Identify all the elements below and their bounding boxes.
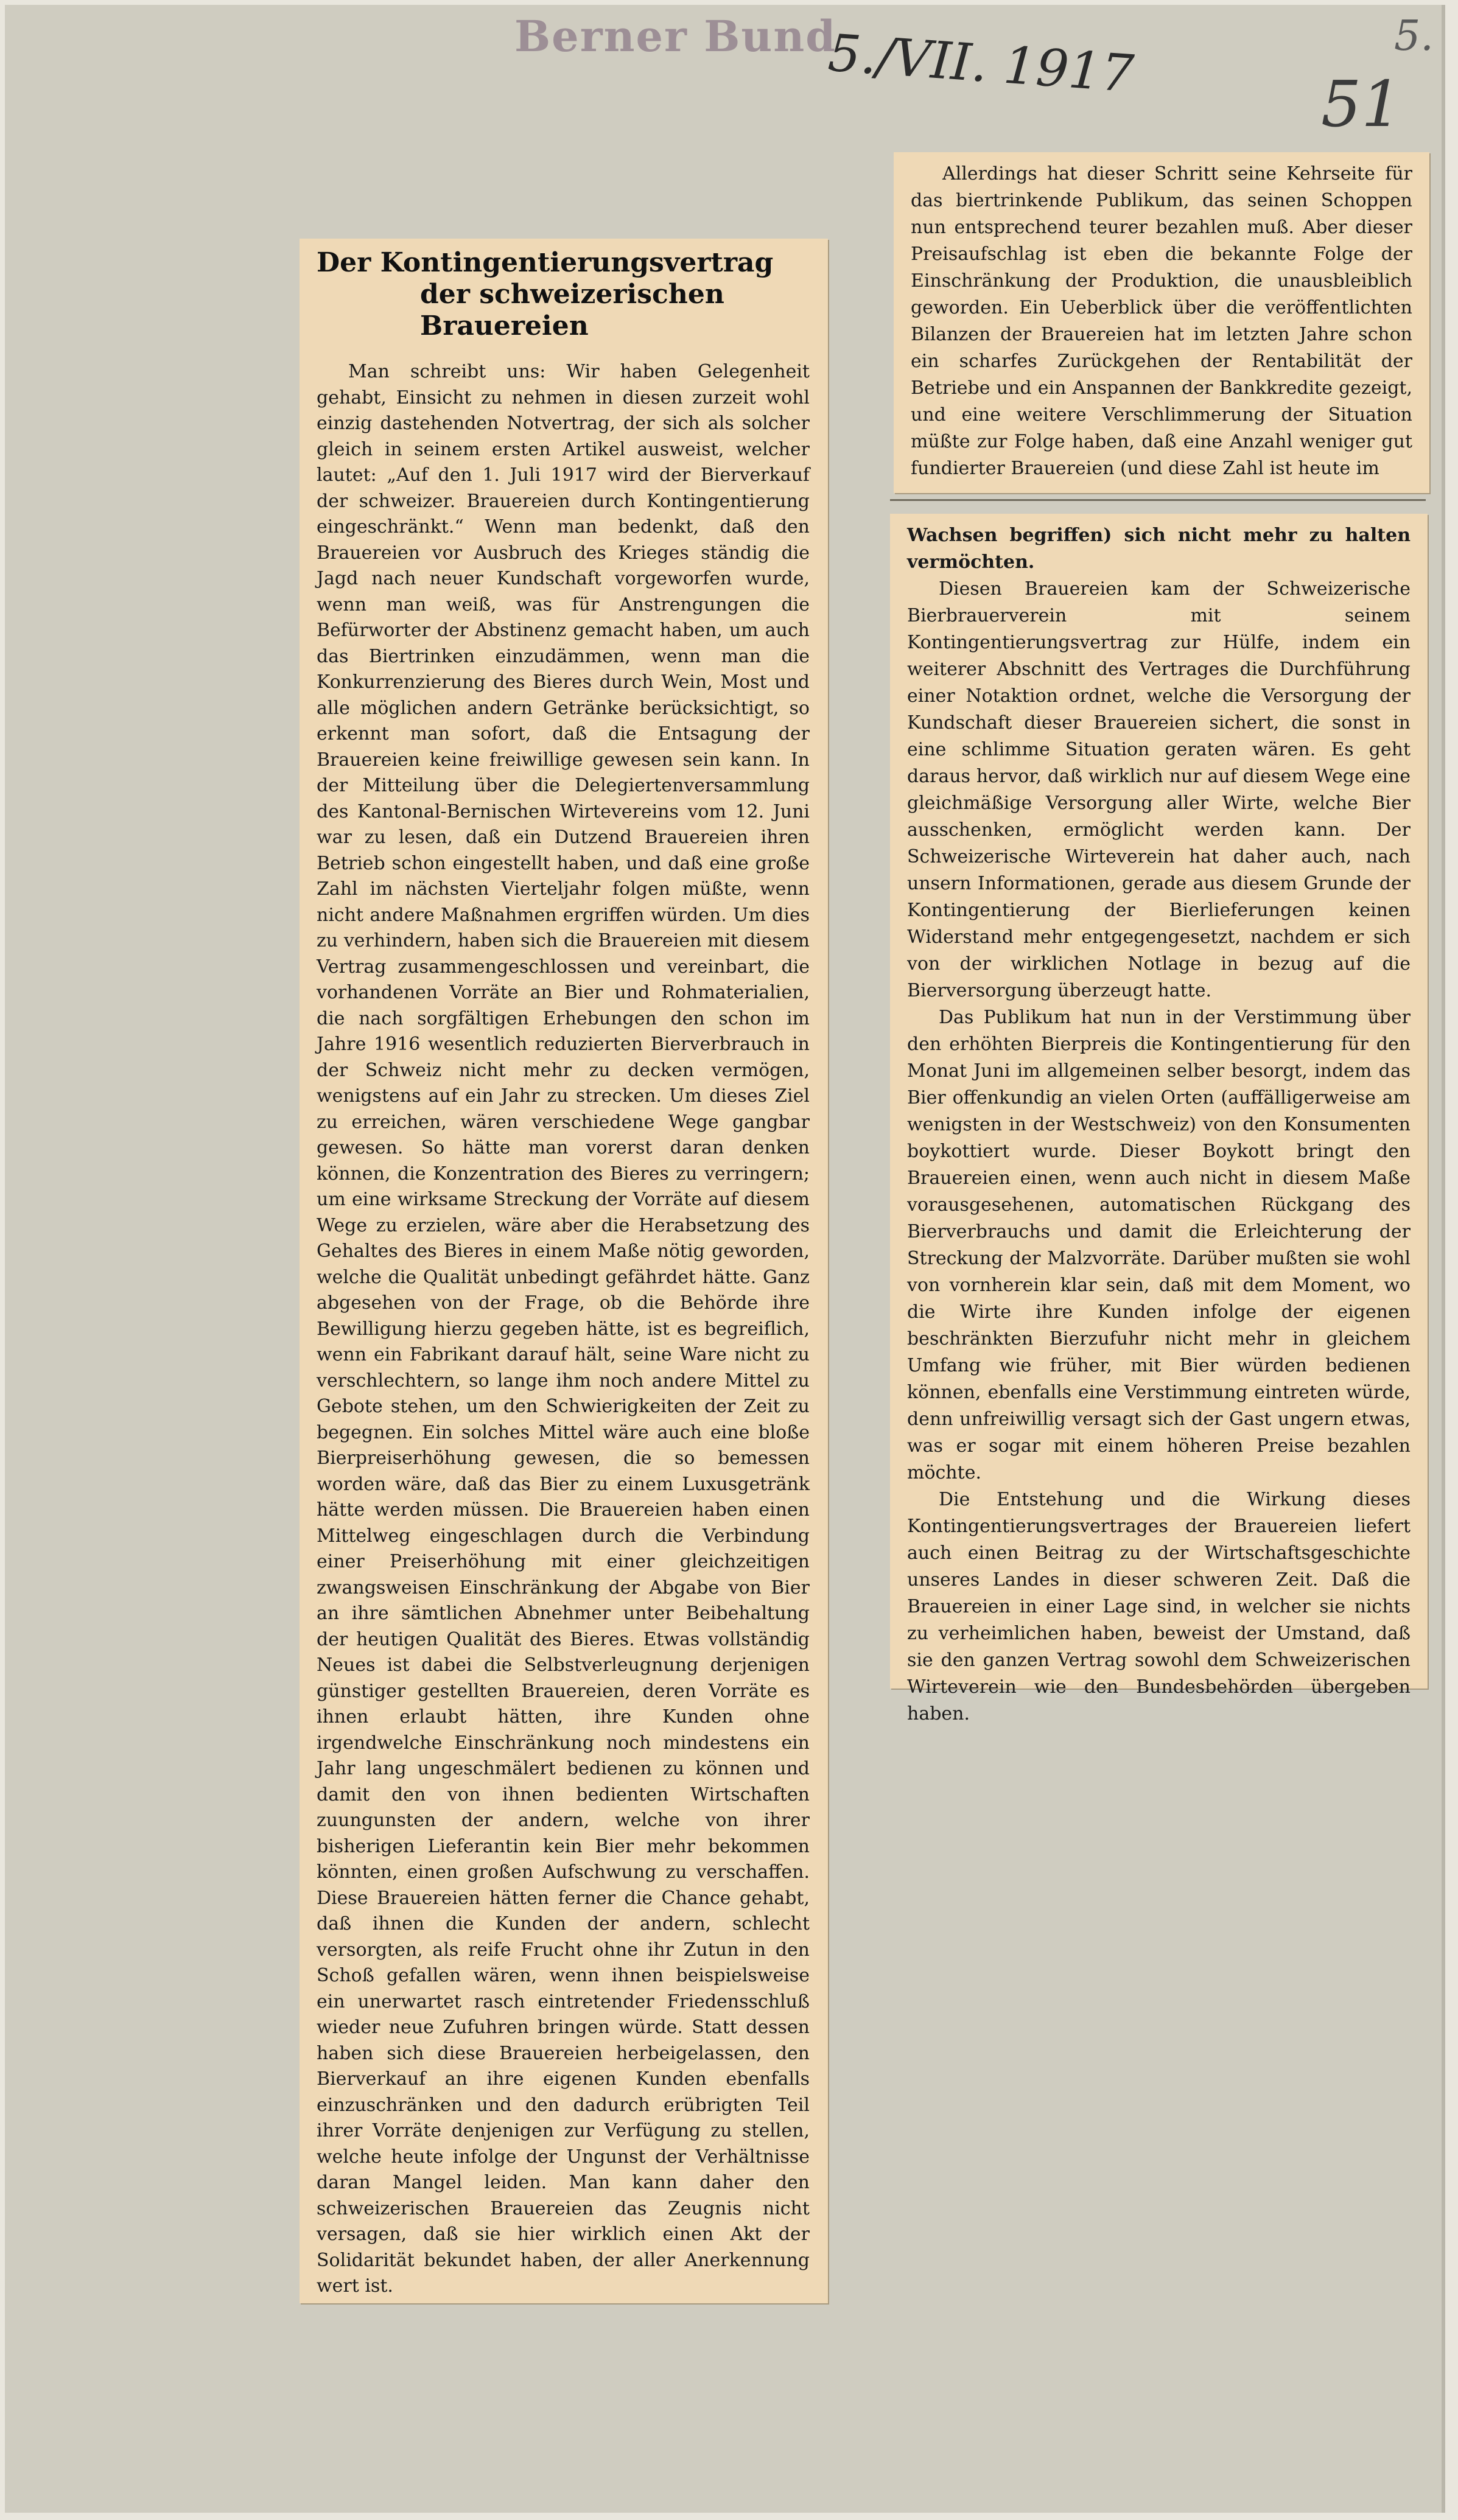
headline-line-2: der schweizerischen Brauereien [420, 279, 724, 341]
newspaper-stamp: Berner Bund [514, 11, 837, 61]
paragraph-continuation: Wachsen begriffen) sich nicht mehr zu halten vermöchten. [907, 525, 1411, 573]
paragraph: Das Publikum hat nun in der Verstimmung über den erhöhten Bierpreis die Kontingentierung für den Monat Juni im allgemeinen selber besorgt, indem das Bier offenkundig an vielen Orten (auffälligerweise am wenigsten in der Westschweiz) von den Konsumenten boykottiert wurde. Dieser Boykott bringt den Brauereien einen, wenn auch nicht in diesem Maße vorausgesehenen, automatischen Rückgang des Bierverbrauchs und damit die Erleichterung der Streckung der Malzvorräte. Darüber mußten sie wohl von vornherein klar sein, daß mit dem Moment, wo die Wirte ihre Kunden infolge der eigenen beschränkten Bierzufuhr nicht mehr in gleichem Umfang wie früher, mit Bier würden bedienen können, ebenfalls eine Verstimmung eintreten würde, denn unfreiwillig versagt sich der Gast ungern etwas, was er sogar mit einem höheren Preise bezahlen möchte. [907, 1007, 1411, 1483]
handwritten-corner-number: 5. [1394, 12, 1434, 60]
clipping-divider [890, 499, 1426, 501]
headline-line-1: Der Kontingentierungsvertrag [317, 247, 774, 278]
clipping-right-main [890, 514, 1428, 1724]
article-body-column-2 [907, 522, 1411, 1727]
paragraph: Diesen Brauereien kam der Schweizerische Bierbrauerverein mit seinem Kontingentierungsvertrag zur Hülfe, indem ein weiterer Abschnitt des Vertrages die Durchführung einer Notaktion ordnet, welche die Versorgung der Kundschaft dieser Brauereien sichert, die sonst in eine schlimme Situation geraten wären. Es geht daraus hervor, daß wirklich nur auf diesem Wege eine gleichmäßige Versorgung aller Wirte, welche Bier ausschenken, ermöglicht werden kann. Der Schweizerische Wirteverein hat daher auch, nach unsern Informationen, gerade aus diesem Grunde der Kontingentierung der Bierlieferungen keinen Widerstand mehr entgegengesetzt, nachdem er sich von der wirklichen Notlage in bezug auf die Bierversorgung überzeugt hatte. [907, 578, 1411, 1001]
article-body-column-1 [317, 359, 810, 2300]
handwritten-date: 5./VII. 1917 [826, 23, 1136, 104]
clipping-right-top [894, 152, 1429, 493]
paragraph: Man schreibt uns: Wir haben Gelegenheit gehabt, Einsicht zu nehmen in diesen zurzeit wohl einzig dastehenden Notvertrag, der sich als solcher gleich in seinem ersten Artikel ausweist, welcher lautet: „Auf den 1. Juli 1917 wird der Bierverkauf der schweizer. Brauereien durch Kontingentierung eingeschränkt.“ Wenn man bedenkt, daß den Brauereien vor Ausbruch des Krieges ständig die Jagd nach neuer Kundschaft vorgeworfen wurde, wenn man weiß, was für Anstrengungen die Befürworter der Abstinenz gemacht haben, um auch das Biertrinken einzudämmen, wenn man die Konkurrenzierung des Bieres durch Wein, Most und alle möglichen andern Getränke berücksichtigt, so erkennt man sofort, daß die Entsagung der Brauereien keine freiwillige gewesen sein kann. In der Mitteilung über die Delegiertenversammlung des Kantonal-Bernischen Wirtevereins vom 12. Juni war zu lesen, daß ein Dutzend Brauereien ihren Betrieb schon eingestellt haben, und daß eine große Zahl im nächsten Vierteljahr folgen müßte, wenn nicht andere Maßnahmen ergriffen würden. Um dies zu verhindern, haben sich die Brauereien mit diesem Vertrag zusammengeschlossen und vereinbart, die vorhandenen Vorräte an Bier und Rohmaterialien, die nach sorgfältigen Erhebungen den schon im Jahre 1916 wesentlich reduzierten Bierverbrauch in der Schweiz nicht mehr zu decken vermögen, wenigstens auf ein Jahr zu strecken. Um dieses Ziel zu erreichen, wären verschiedene Wege gangbar gewesen. So hätte man vorerst daran denken können, die Konzentration des Bieres zu verringern; um eine wirksame Streckung der Vorräte auf diesem Wege zu erzielen, wäre aber die Herabsetzung des Gehaltes des Bieres in einem Maße nötig geworden, welche die Qualität unbedingt gefährdet hätte. Ganz abgesehen von der Frage, ob die Behörde ihre Bewilligung hierzu gegeben hätte, ist es begreiflich, wenn ein Fabrikant darauf hält, seine Ware nicht zu verschlechtern, so lange ihm noch andere Mittel zu Gebote stehen, um den Schwierigkeiten der Zeit zu begegnen. Ein solches Mittel wäre auch eine bloße Bierpreiserhöhung gewesen, die so bemessen worden wäre, daß das Bier zu einem Luxusgetränk hätte werden müssen. Die Brauereien haben einen Mittelweg eingeschlagen durch die Verbindung einer Preiserhöhung mit einer gleichzeitigen zwangsweisen Einschränkung der Abgabe von Bier an ihre sämtlichen Abnehmer unter Beibehaltung der heutigen Qualität des Bieres. Etwas vollständig Neues ist dabei die Selbstverleugnung derjenigen günstiger gestellten Brauereien, deren Vorräte es ihnen erlaubt hätten, ihre Kunden ohne irgendwelche Einschränkung noch mindestens ein Jahr lang ungeschmälert bedienen zu können und damit den von ihnen bedienten Wirtschaften zuungunsten der andern, welche von ihrer bisherigen Lieferantin kein Bier mehr bekommen könnten, einen großen Aufschwung zu verschaffen. Diese Brauereien hätten ferner die Chance gehabt, daß ihnen die Kunden der andern, schlecht versorgten, als reife Frucht ohne ihr Zutun in den Schoß gefallen wären, wenn ihnen beispielsweise ein unerwartet rasch eintretender Friedensschluß wieder neue Zufuhren bringen würde. Statt dessen haben sich diese Brauereien herbeigelassen, den Bierverkauf an ihre eigenen Kunden ebenfalls einzuschränken und den dadurch erübrigten Teil ihrer Vorräte denjenigen zur Verfügung zu stellen, welche heute infolge der Ungunst der Verhältnisse daran Mangel leiden. Man kann daher den schweizerischen Brauereien das Zeugnis nicht versagen, daß sie hier wirklich einen Akt der Solidarität bekundet haben, der aller Anerkennung wert ist. [317, 361, 810, 2297]
paragraph: Die Entstehung und die Wirkung dieses Kontingentierungsvertrages der Brauereien liefert auch einen Beitrag zu der Wirtschaftsgeschichte unseres Landes in dieser schweren Zeit. Daß die Brauereien in einer Lage sind, in welcher sie nichts zu verheimlichen haben, beweist der Umstand, daß sie den ganzen Vertrag sowohl dem Schweizerischen Wirteverein wie den Bundesbehörden übergeben haben. [907, 1489, 1411, 1724]
article-headline [317, 247, 810, 347]
article-body-column-2-top [911, 161, 1412, 482]
handwritten-number: 51 [1321, 67, 1402, 141]
paragraph: Allerdings hat dieser Schritt seine Kehrseite für das biertrinkende Publikum, das seinen Schoppen nun entsprechend teurer bezahlen muß. Aber dieser Preisaufschlag ist eben die bekannte Folge der Einschränkung der Produktion, die unausbleiblich geworden. Ein Ueberblick über die veröffentlichten Bilanzen der Brauereien hat im letzten Jahre schon ein scharfes Zurückgehen der Rentabilität der Betriebe und ein Anspannen der Bankkredite gezeigt, und eine weitere Verschlimmerung der Situation müßte zur Folge haben, daß eine Anzahl weniger gut fundierter Brauereien (und diese Zahl ist heute im [911, 163, 1412, 479]
clipping-left-column [300, 239, 828, 2303]
